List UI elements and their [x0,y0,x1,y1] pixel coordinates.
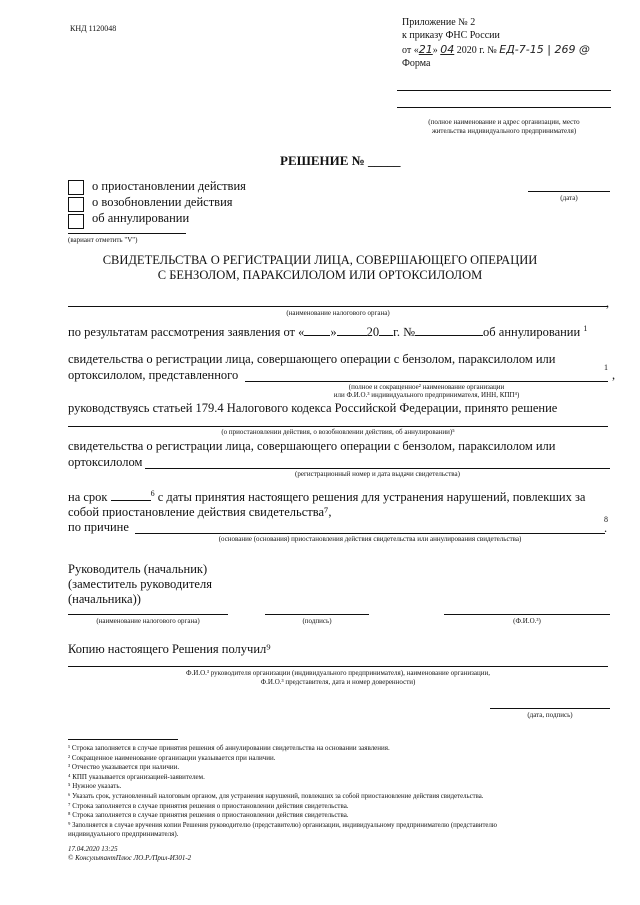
action-line [68,426,608,427]
checkbox-cancel[interactable] [68,214,84,229]
subject-line-1: СВИДЕТЕЛЬСТВА О РЕГИСТРАЦИИ ЛИЦА, СОВЕРШАЮЩЕГО ОПЕРАЦИИ [102,253,538,267]
fio-caption: (Ф.И.О.³) [513,617,541,625]
copy-received-label: Копию настоящего Решения получил⁹ [68,642,271,656]
option-cancel-label: об аннулировании [92,211,190,225]
decision-title: РЕШЕНИЕ № _____ [280,153,401,168]
checkbox-suspend[interactable] [68,180,84,195]
footnote-7: ⁷ Строка заполняется в случае принятия решения о приостановлении действия свидетельства. [68,801,349,810]
order-month: 04 [440,43,455,56]
receiver-date-caption: (дата, подпись) [527,711,573,719]
applicant-caption-1: (полное и сокращенное² наименование организации [348,383,505,391]
footnote-9-cont: индивидуального предпринимателя). [68,830,179,839]
receiver-line [68,666,608,667]
footnotes [68,744,623,840]
applicant-line [245,381,608,382]
body-line-9: по причине [68,520,129,534]
recipient-caption-2: жительства индивидуального предпринимателя) [431,127,577,135]
receiver-date-line [490,708,610,709]
checkbox-resume[interactable] [68,197,84,212]
body-line-2: свидетельства о регистрации лица, совершающего операции с бензолом, параксилолом или [68,352,556,366]
variant-line [68,233,186,234]
variant-caption: (вариант отметить "V") [68,236,138,244]
footnote-5: ⁵ Нужное указать. [68,782,122,791]
option-resume-label: о возобновлении действия [92,195,233,209]
order-number: ЕД-7-15 | 269 @ [499,43,590,56]
applicant-caption-2: или Ф.И.О.³ индивидуального предпринимателя, ИНН, КПП⁴) [333,391,520,399]
tax-organ-caption: (наименование налогового органа) [286,309,390,317]
print-timestamp: 17.04.2020 13:25 [68,845,118,853]
knd-code: КНД 1120048 [70,24,117,33]
body-line-3: ортоксилолом, представленного [68,368,239,382]
footnote-4: ⁴ КПП указывается организацией-заявителем. [68,772,205,781]
body-line-8: собой приостановление действия свидетельства⁷, [68,505,332,519]
order-label: к приказу ФНС России [402,30,500,41]
signer-line-2: (заместитель руководителя [68,577,212,591]
body-line-1: по результатам рассмотрения заявления от « » 20 г. № об аннулировании $^1$ [68,324,588,340]
footnote-separator [68,739,178,740]
footnote-6: ⁶ Указать срок, установленный налоговым органом, для устранения нарушений, повлекших за собой приостановление действия свидетельства. [68,792,484,800]
reason-line [135,533,605,534]
appendix-label: Приложение № 2 [402,17,476,28]
reason-caption: (основание (основания) приостановления действия свидетельства или аннулирования свидетельства) [218,535,522,543]
body-line-6: ортоксилолом [68,455,143,469]
receiver-caption-2: Ф.И.О.³ представителя, дата и номер доверенности) [260,678,416,686]
sign-caption: (подпись) [302,617,332,625]
print-source: © КонсультантПлюс ЛО.Р./Прил-И301-2 [68,854,192,862]
option-suspend-label: о приостановлении действия [92,179,246,193]
signature-line [265,614,369,615]
tax-organ-line [68,306,608,307]
organ-sign-line [68,614,228,615]
order-day: 21 [418,43,433,56]
recipient-line-2 [397,107,611,108]
reg-caption: (регистрационный номер и дата выдачи свидетельства) [295,470,460,478]
order-date-line: от «21» 04 2020 г. № ЕД-7-15 | 269 @ [402,43,590,56]
footnote-3: ³ Отчество указывается при наличии. [68,763,180,772]
subject-line-2: С БЕНЗОЛОМ, ПАРАКСИЛОЛОМ ИЛИ ОРТОКСИЛОЛОМ [157,268,483,282]
recipient-caption-1: (полное наименование и адрес организации, место [428,118,580,126]
footnote-2: ² Сокращенное наименование организации указывается при наличии. [68,753,276,762]
signer-line-3: (начальника)) [68,592,141,606]
recipient-line-1 [397,90,611,91]
reg-number-line [145,468,610,469]
organ-caption: (наименование налогового органа) [96,617,200,625]
body-line-7: на срок $^6$ с даты принятия настоящего решения для устранения нарушений, повлекших за [68,489,586,505]
footnote-9: ⁹ Заполняется в случае вручения копии Решения руководителю (представителю) организации, индивидуальному предпринимателю (представителю [68,821,497,829]
date-caption: (дата) [560,194,578,202]
receiver-caption-1: Ф.И.О.³ руководителя организации (индивидуального предпринимателя), наименование организации, [186,669,490,677]
form-label: Форма [402,58,431,69]
body-line-4: руководствуясь статьей 179.4 Налогового кодекса Российской Федерации, принято решение [68,401,558,415]
body-line-5: свидетельства о регистрации лица, совершающего операции с бензолом, параксилолом или [68,439,556,453]
signer-line-1: Руководитель (начальник) [68,562,208,576]
fio-line [444,614,610,615]
footnote-8: ⁸ Строка заполняется в случае принятия решения о приостановлении действия свидетельства. [68,811,349,820]
footnote-1: ¹ Строка заполняется в случае принятия решения об аннулировании свидетельства на основании заявления. [68,744,390,752]
date-line [528,191,610,192]
action-caption: (о приостановлении действия, о возобновлении действия, об аннулировании)⁵ [221,428,455,436]
